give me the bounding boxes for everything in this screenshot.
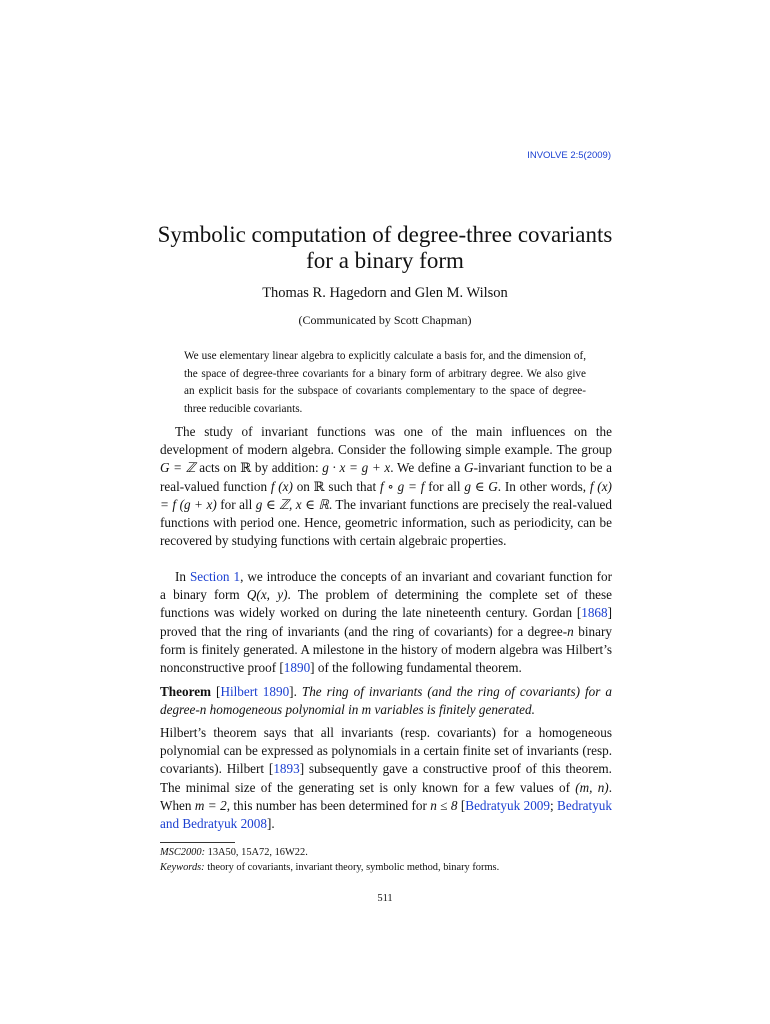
abstract: We use elementary linear algebra to explicitly calculate a basis for, and the dimension of, the space of degree-three covariants for a binary form of arbitrary degree. We also give an explicit basis for the subspace of covariants complementary to the space of degree-three reducible covariants. [184, 350, 586, 415]
title-line-1: Symbolic computation of degree-three covariants [157, 222, 613, 247]
paragraph-intro: The study of invariant functions was one of the main influences on the development of modern algebra. Consider the following simple example. The group G = ℤ acts on ℝ by addition: g · x = g + x. We define a G-invariant function to be a real-valued function f (x) on ℝ such that f ∘ g = f for all g ∈ G. In other words, f (x) = f (g + x) for all g ∈ ℤ, x ∈ ℝ. The invariant functions are precisely the real-valued functions with period one. Hence, geometric information, such as periodicity, can be recovered by studying functions with certain algebraic properties. [160, 424, 613, 549]
citation-gordan-1868[interactable]: 1868 [581, 605, 608, 621]
paper-title [120, 222, 650, 274]
communicated-by: (Communicated by Scott Chapman) [298, 313, 472, 327]
section-1-link[interactable]: Section 1 [189, 569, 241, 584]
paragraph-hilbert-theorem: Hilbert’s theorem says that all invariants (resp. covariants) for a homogeneous polynomial can be expressed as polynomials in a certain finite set of invariants (resp. covariants). Hilbert [1893] subsequently gave a constructive proof of this theorem. The minimal size of the generating set is only known for a few values of (m, n). When m = 2, this number has been determined for n ≤ 8 [Bedratyuk 2009; Bedratyuk and Bedratyuk 2008]. [160, 725, 612, 832]
authors: Thomas R. Hagedorn and Glen M. Wilson [262, 285, 508, 301]
paragraph-section-overview: In Section 1, we introduce the concepts of an invariant and covariant function for a binary form Q(x, y). The problem of determining the complete set of these functions was widely worked on during the late nineteenth century. Gordan [1868] proved that the ring of invariants (and the ring of covariants) for a degree-n binary form is finitely generated. A milestone in the history of modern algebra was Hilbert’s nonconstructive proof [1890] of the following fundamental theorem. [160, 569, 613, 676]
citation-bedratyuk-2009[interactable]: Bedratyuk 2009 [465, 797, 550, 813]
math-action: g · x = g + x [322, 460, 391, 476]
theorem-statement: The ring of invariants (and the ring of covariants) for a degree-n homogeneous polynomial in m variables is finitely generated. [160, 684, 612, 718]
footnote-divider [160, 842, 235, 843]
math-group: G = ℤ [160, 460, 196, 476]
journal-reference[interactable]: INVOLVE 2:5(2009) [527, 150, 611, 161]
citation-bedratyuk-2008[interactable]: Bedratyuk and Bedratyuk 2008 [160, 797, 612, 832]
theorem-label: Theorem [160, 684, 212, 699]
footnote-msc: MSC2000: 13A50, 15A72, 16W22. [160, 847, 308, 858]
page-number: 511 [377, 893, 393, 904]
theorem-block: Theorem [Hilbert 1890]. The ring of invariants (and the ring of covariants) for a degree-n homogeneous polynomial in m variables is finitely generated. [160, 684, 612, 718]
title-line-2: for a binary form [306, 248, 464, 273]
citation-hilbert-1890[interactable]: 1890 [283, 660, 311, 676]
citation-hilbert-1890-theorem[interactable]: Hilbert 1890 [220, 684, 290, 699]
citation-hilbert-1893[interactable]: 1893 [273, 761, 300, 777]
footnote-keywords: Keywords: theory of covariants, invariant theory, symbolic method, binary forms. [160, 862, 500, 873]
